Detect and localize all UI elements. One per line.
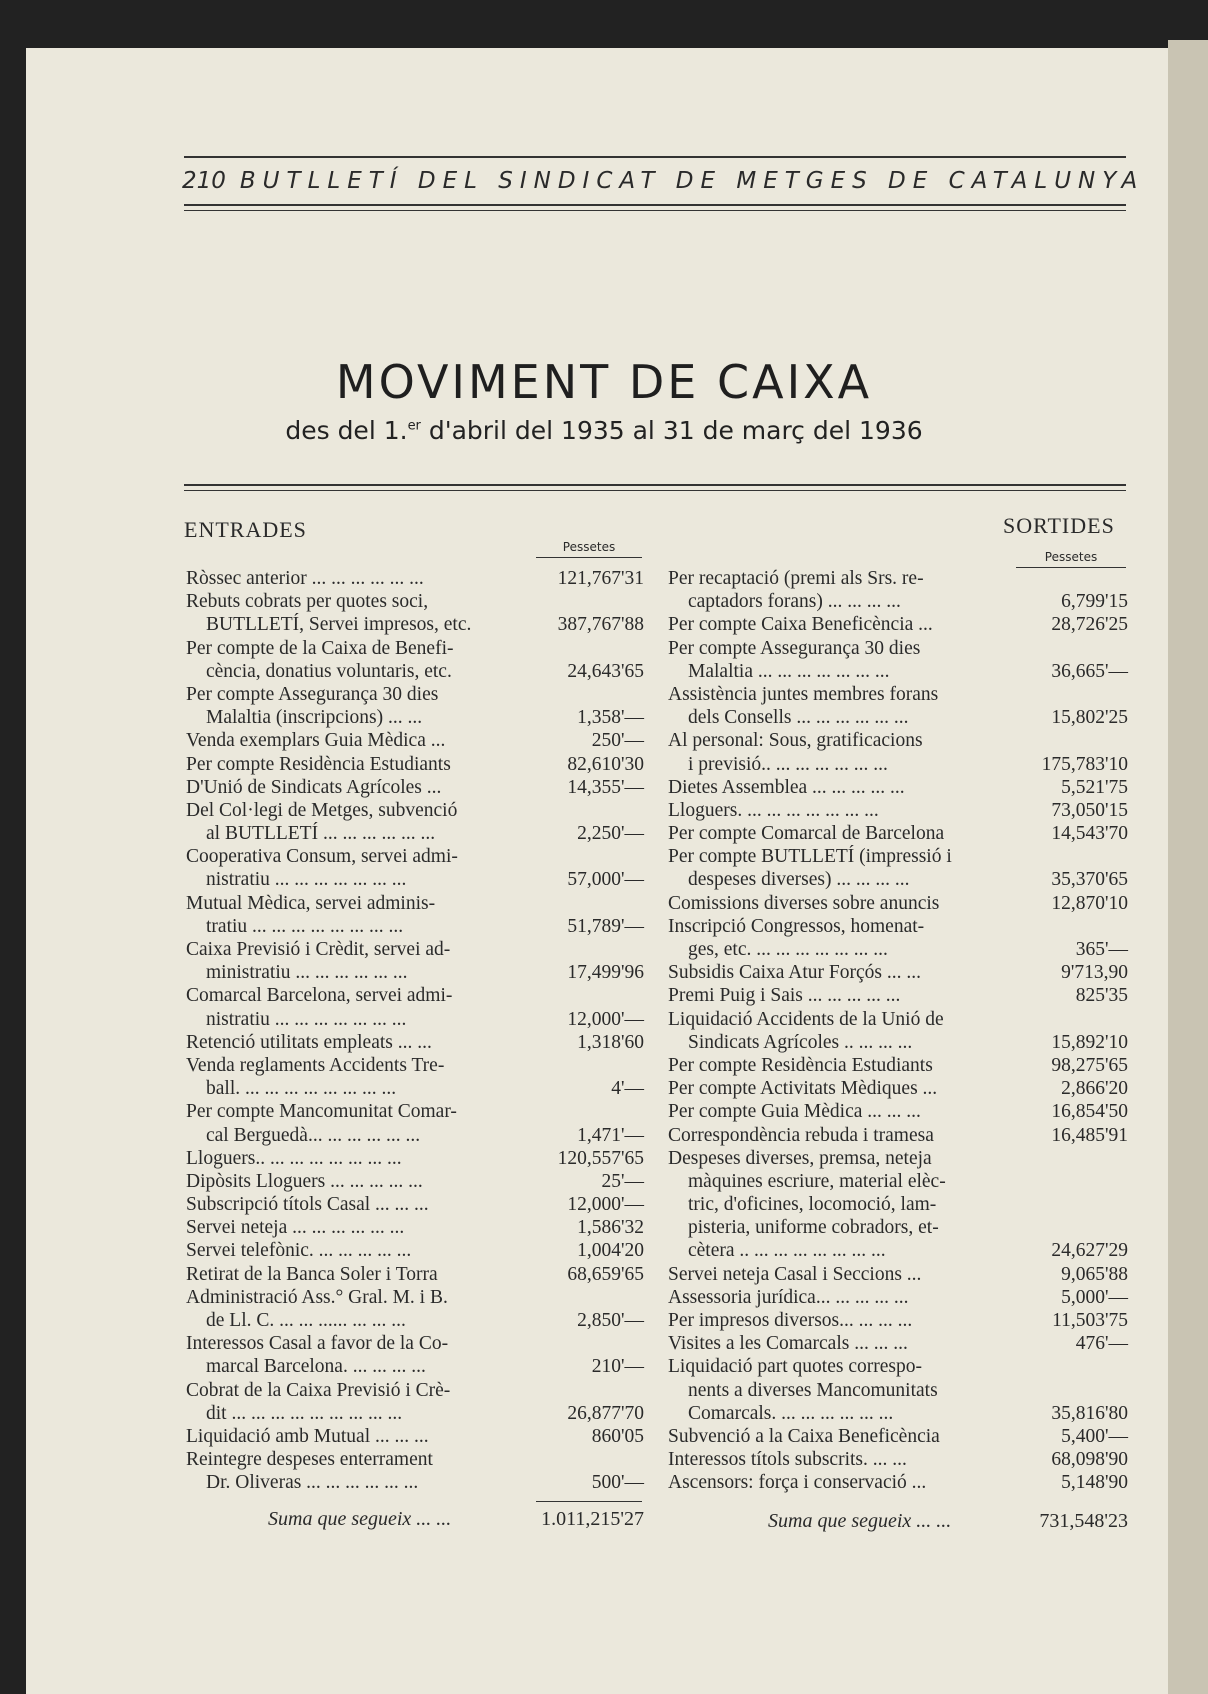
sortides-row-amount: 175,783'10: [1041, 753, 1128, 775]
journal-title: BUTLLETÍ DEL SINDICAT DE METGES DE CATALUNYA: [239, 168, 1145, 194]
entrades-row-description: [186, 1286, 448, 1332]
sortides-row: [668, 1332, 1128, 1355]
sortides-row-description: [668, 845, 952, 891]
sortides-row-line: Al personal: Sous, gratificacions: [668, 730, 923, 752]
sortides-row: [668, 915, 1128, 961]
entrades-row-description: [186, 1054, 444, 1100]
entrades-row-description: [186, 1263, 438, 1286]
entrades-row-line: Venda exemplars Guia Mèdica ...: [186, 730, 446, 752]
entrades-row-line: Interessos Casal a favor de la Co-: [186, 1333, 449, 1355]
entrades-row-description: [186, 1216, 404, 1239]
sortides-row-line: Per compte BUTLLETÍ (impressió i: [668, 846, 952, 868]
sortides-row-line: Assistència juntes membres forans: [668, 683, 939, 705]
entrades-row-amount: 2,250'—: [577, 823, 644, 845]
sortides-row: [668, 892, 1128, 915]
entrades-sum-rule: [536, 1501, 642, 1502]
sortides-row: [668, 1425, 1128, 1448]
entrades-row-line: ball. ... ... ... ... ... ... ... ...: [206, 1078, 397, 1100]
sortides-row: [668, 613, 1128, 636]
entrades-row: [186, 938, 644, 984]
sortides-row-description: [668, 1448, 907, 1471]
entrades-row-line: Retirat de la Banca Soler i Torra: [186, 1263, 438, 1285]
sortides-row-line: pisteria, uniforme cobradors, et-: [688, 1217, 939, 1239]
entrades-row-line: Administració Ass.° Gral. M. i B.: [186, 1286, 448, 1308]
entrades-row-amount: 12,000'—: [567, 1194, 644, 1216]
entrades-row-amount: 210'—: [591, 1356, 644, 1378]
entrades-row-line: Dr. Oliveras ... ... ... ... ... ...: [206, 1472, 419, 1494]
sortides-row: [668, 637, 1128, 683]
sortides-currency-label: Pessetes: [1016, 550, 1126, 568]
entrades-row-line: Dipòsits Lloguers ... ... ... ... ...: [186, 1170, 423, 1192]
entrades-row: [186, 1379, 644, 1425]
title-rule-top: [184, 484, 1126, 486]
entrades-row-line: Servei telefònic. ... ... ... ... ...: [186, 1240, 412, 1262]
entrades-row-line: Per compte de la Caixa de Benefi-: [186, 637, 454, 659]
entrades-row-line: Venda reglaments Accidents Tre-: [186, 1054, 445, 1076]
entrades-row-line: marcal Barcelona. ... ... ... ...: [206, 1356, 426, 1378]
entrades-row-line: Liquidació amb Mutual ... ... ...: [186, 1425, 429, 1447]
entrades-row: [186, 776, 644, 799]
entrades-row: [186, 1448, 644, 1494]
sortides-row-description: [668, 1332, 908, 1355]
entrades-row-line: Comarcal Barcelona, servei admi-: [186, 985, 453, 1007]
sortides-row-line: Per compte Guia Mèdica ... ... ...: [668, 1101, 921, 1123]
sortides-row-amount: 5,148'90: [1061, 1472, 1128, 1494]
sortides-row-line: Correspondència rebuda i tramesa: [668, 1124, 934, 1146]
entrades-row-description: [186, 984, 452, 1030]
sortides-row-amount: 16,485'91: [1051, 1124, 1128, 1146]
sortides-row: [668, 1077, 1128, 1100]
entrades-row-line: Lloguers.. ... ... ... ... ... ... ...: [186, 1147, 402, 1169]
entrades-row-amount: 51,789'—: [567, 915, 644, 937]
sortides-row: [668, 567, 1128, 613]
sortides-row-amount: 365'—: [1075, 939, 1128, 960]
entrades-row-description: [186, 637, 453, 683]
sortides-row-amount: 73,050'15: [1051, 799, 1128, 821]
entrades-row: [186, 1263, 644, 1286]
entrades-row-amount: 1,318'60: [577, 1031, 644, 1053]
sortides-row: [668, 1147, 1128, 1263]
entrades-row-amount: 1,471'—: [577, 1124, 644, 1146]
sortides-row-description: [668, 1008, 944, 1054]
entrades-row-description: [186, 799, 457, 845]
entrades-row: [186, 799, 644, 845]
entrades-row: [186, 1286, 644, 1332]
sortides-row-line: Assessoria jurídica... ... ... ... ...: [668, 1286, 909, 1308]
sortides-row-line: i previsió.. ... ... ... ... ... ...: [688, 753, 888, 775]
entrades-row-amount: 1,586'32: [577, 1217, 644, 1239]
sortides-row-description: [668, 1054, 933, 1077]
sortides-row-line: tric, d'oficines, locomoció, lam-: [688, 1194, 937, 1216]
sortides-row-amount: 9'713,90: [1061, 962, 1128, 984]
sortides-row-line: Per compte Comarcal de Barcelona: [668, 823, 945, 845]
entrades-row-line: tratiu ... ... ... ... ... ... ... ...: [206, 915, 404, 937]
entrades-row-description: [186, 892, 435, 938]
entrades-row-line: Servei neteja ... ... ... ... ... ...: [186, 1217, 405, 1239]
sortides-row-description: [668, 1147, 946, 1263]
entrades-row-line: Retenció utilitats empleats ... ...: [186, 1031, 432, 1053]
sortides-row-amount: 36,665'—: [1051, 660, 1128, 682]
sortides-row-line: Comissions diverses sobre anuncis: [668, 892, 940, 914]
entrades-row-amount: 4'—: [611, 1078, 644, 1100]
sortides-row: [668, 1008, 1128, 1054]
sortides-row: [668, 683, 1128, 729]
sortides-row-line: Ascensors: força i conservació ...: [668, 1472, 927, 1494]
sortides-row-amount: 35,816'80: [1051, 1402, 1128, 1424]
entrades-row: [186, 1170, 644, 1193]
sortides-row-description: [668, 1263, 921, 1286]
entrades-row-amount: 1,004'20: [577, 1240, 644, 1262]
page-title: MOVIMENT DE CAIXA: [335, 355, 873, 409]
sortides-row-line: Subsidis Caixa Atur Forçós ... ...: [668, 962, 921, 984]
sortides-row: [668, 1355, 1128, 1425]
entrades-row: [186, 1332, 644, 1378]
entrades-row-amount: 500'—: [591, 1472, 644, 1494]
sortides-row-line: Lloguers. ... ... ... ... ... ... ...: [668, 799, 879, 821]
sortides-row-description: [668, 613, 933, 636]
sortides-row-description: [668, 1471, 926, 1494]
sortides-row-description: [668, 1100, 921, 1123]
sortides-row: [668, 799, 1128, 822]
entrades-row-line: Per compte Residència Estudiants: [186, 753, 451, 775]
sortides-row-line: Malaltia ... ... ... ... ... ... ...: [688, 660, 890, 682]
sortides-row-line: Subvenció a la Caixa Beneficència: [668, 1425, 940, 1447]
entrades-row-description: [186, 1332, 448, 1378]
sortides-row-description: [668, 729, 923, 775]
entrades-row-description: [186, 1147, 402, 1170]
entrades-row: [186, 984, 644, 1030]
entrades-row-line: Mutual Mèdica, servei adminis-: [186, 892, 436, 914]
sortides-row-line: ges, etc. ... ... ... ... ... ... ...: [688, 939, 888, 960]
entrades-row-line: nistratiu ... ... ... ... ... ... ...: [206, 1008, 407, 1030]
entrades-row: [186, 1054, 644, 1100]
sortides-row-line: Servei neteja Casal i Seccions ...: [668, 1263, 922, 1285]
sortides-row-line: Per compte Activitats Mèdiques ...: [668, 1078, 938, 1100]
sortides-row-amount: 15,802'25: [1051, 707, 1128, 729]
entrades-row: [186, 1147, 644, 1170]
entrades-row: [186, 590, 644, 636]
entrades-row-description: [186, 1170, 423, 1193]
sortides-heading: SORTIDES: [1003, 513, 1115, 538]
sortides-row: [668, 1448, 1128, 1471]
sortides-row-amount: 476'—: [1075, 1333, 1128, 1355]
sortides-row-description: [668, 683, 938, 729]
header-bottom-rule: [184, 204, 1126, 206]
entrades-total: [268, 1508, 644, 1531]
sortides-row-amount: 6,799'15: [1061, 591, 1128, 613]
sortides-row-description: [668, 892, 939, 915]
header-bottom-rule-2: [184, 210, 1126, 211]
entrades-row-description: [186, 1379, 450, 1425]
entrades-row-amount: 14,355'—: [567, 776, 644, 798]
sortides-row-description: [668, 1309, 912, 1332]
sortides-row: [668, 961, 1128, 984]
entrades-row-line: nistratiu ... ... ... ... ... ... ...: [206, 869, 407, 891]
sortides-row-amount: 16,854'50: [1051, 1101, 1128, 1123]
sortides-total-label: Suma que segueix ... ...: [768, 1510, 952, 1532]
entrades-row: [186, 1193, 644, 1216]
entrades-row-line: ministratiu ... ... ... ... ... ...: [206, 962, 408, 984]
sortides-row-line: Despeses diverses, premsa, neteja: [668, 1147, 932, 1169]
entrades-row-amount: 120,557'65: [557, 1147, 644, 1169]
entrades-row-amount: 57,000'—: [567, 869, 644, 891]
sortides-row-description: [668, 822, 944, 845]
sortides-row-amount: 9,065'88: [1061, 1263, 1128, 1285]
sortides-row-line: despeses diverses) ... ... ... ...: [688, 869, 910, 891]
entrades-row-amount: 82,610'30: [567, 753, 644, 775]
sortides-row-amount: 35,370'65: [1051, 869, 1128, 891]
entrades-row-line: Caixa Previsió i Crèdit, servei ad-: [186, 939, 451, 960]
entrades-row-description: [186, 1193, 429, 1216]
running-header: [182, 168, 1145, 204]
entrades-row-description: [186, 567, 424, 590]
entrades-row: [186, 845, 644, 891]
sortides-row-line: Liquidació part quotes correspo-: [668, 1356, 922, 1378]
sortides-row-amount: 2,866'20: [1061, 1078, 1128, 1100]
entrades-heading: ENTRADES: [184, 517, 307, 542]
entrades-row: [186, 637, 644, 683]
entrades-row-line: Del Col·legi de Metges, subvenció: [186, 799, 458, 821]
entrades-row-amount: 24,643'65: [567, 660, 644, 682]
sortides-row-amount: 15,892'10: [1051, 1031, 1128, 1053]
entrades-row-description: [186, 938, 450, 984]
entrades-row-line: Per compte Mancomunitat Comar-: [186, 1101, 457, 1123]
sortides-row-description: [668, 915, 924, 961]
entrades-row: [186, 1031, 644, 1054]
entrades-row-amount: 12,000'—: [567, 1008, 644, 1030]
page-number: 210: [182, 168, 226, 194]
entrades-row: [186, 1216, 644, 1239]
entrades-row-line: Rebuts cobrats per quotes soci,: [186, 591, 429, 613]
entrades-row-description: [186, 1031, 432, 1054]
sortides-row-line: Dietes Assemblea ... ... ... ... ...: [668, 776, 905, 798]
sortides-row-line: Per compte Assegurança 30 dies: [668, 637, 921, 659]
sortides-row-amount: 11,503'75: [1052, 1310, 1128, 1331]
sortides-row-line: Per compte Caixa Beneficència ...: [668, 614, 933, 636]
entrades-row-line: Per compte Assegurança 30 dies: [186, 683, 439, 705]
sortides-row-line: dels Consells ... ... ... ... ... ...: [688, 707, 909, 729]
entrades-row-description: [186, 1100, 457, 1146]
entrades-row-line: Subscripció títols Casal ... ... ...: [186, 1194, 429, 1216]
entrades-total-amount: 1.011,215'27: [541, 1508, 644, 1530]
title-rule-bottom: [184, 490, 1126, 491]
sortides-row-line: Per impresos diversos... ... ... ...: [668, 1310, 913, 1331]
entrades-row-amount: 387,767'88: [557, 614, 644, 636]
entrades-row: [186, 567, 644, 590]
header-top-rule: [184, 156, 1126, 158]
sortides-row-description: [668, 1355, 938, 1425]
entrades-row-line: cència, donatius voluntaris, etc.: [206, 660, 452, 682]
sortides-row-description: [668, 1425, 940, 1448]
entrades-row-amount: 25'—: [601, 1170, 644, 1192]
sortides-row-description: [668, 776, 905, 799]
sortides-row: [668, 822, 1128, 845]
sortides-row: [668, 1471, 1128, 1494]
entrades-row-description: [186, 590, 471, 636]
sortides-row-description: [668, 1124, 934, 1147]
sortides-row-amount: 98,275'65: [1051, 1054, 1128, 1076]
sortides-row-line: Inscripció Congressos, homenat-: [668, 915, 925, 937]
sortides-row-amount: 5,000'—: [1061, 1286, 1128, 1308]
sortides-row: [668, 1124, 1128, 1147]
entrades-row-line: BUTLLETÍ, Servei impresos, etc.: [206, 614, 472, 636]
sortides-total: [768, 1510, 1128, 1533]
sortides-row-line: captadors forans) ... ... ... ...: [688, 591, 901, 613]
sortides-row-amount: 5,400'—: [1061, 1425, 1128, 1447]
entrades-row: [186, 729, 644, 752]
sortides-row-description: [668, 799, 879, 822]
entrades-row-amount: 250'—: [591, 730, 644, 752]
entrades-row: [186, 1239, 644, 1262]
sortides-row: [668, 1100, 1128, 1123]
sortides-row: [668, 729, 1128, 775]
sortides-row-line: Liquidació Accidents de la Unió de: [668, 1008, 944, 1030]
sortides-row: [668, 776, 1128, 799]
entrades-row-description: [186, 729, 445, 752]
sortides-row-line: Sindicats Agrícoles .. ... ... ...: [688, 1031, 913, 1053]
entrades-row: [186, 892, 644, 938]
entrades-row-description: [186, 845, 458, 891]
entrades-list: [186, 567, 644, 1495]
entrades-row-amount: 121,767'31: [557, 568, 644, 589]
entrades-row-line: Cooperativa Consum, servei admi-: [186, 846, 458, 868]
sortides-row-amount: 24,627'29: [1051, 1240, 1128, 1262]
entrades-currency-label: Pessetes: [536, 540, 642, 558]
entrades-row-line: Cobrat de la Caixa Previsió i Crè-: [186, 1379, 451, 1401]
entrades-row-description: [186, 1239, 411, 1262]
entrades-row-amount: 68,659'65: [567, 1263, 644, 1285]
entrades-row-amount: 860'05: [591, 1425, 644, 1447]
sortides-row-line: Per recaptació (premi als Srs. re-: [668, 568, 924, 589]
sortides-row-line: nents a diverses Mancomunitats: [688, 1379, 938, 1401]
entrades-row-amount: 2,850'—: [577, 1310, 644, 1331]
entrades-row-amount: 17,499'96: [567, 962, 644, 984]
entrades-row-line: D'Unió de Sindicats Agrícoles ...: [186, 776, 442, 798]
sortides-row: [668, 1263, 1128, 1286]
sortides-row-amount: 68,098'90: [1051, 1449, 1128, 1471]
entrades-row-line: dit ... ... ... ... ... ... ... ... ...: [206, 1402, 403, 1424]
sortides-row-line: màquines escriure, material elèc-: [688, 1170, 946, 1192]
sortides-row-description: [668, 637, 920, 683]
entrades-row-line: Malaltia (inscripcions) ... ...: [206, 707, 423, 729]
sortides-row-amount: 5,521'75: [1061, 776, 1128, 798]
sortides-row-description: [668, 1286, 908, 1309]
entrades-row-description: [186, 1425, 429, 1448]
sortides-total-amount: 731,548'23: [1039, 1510, 1128, 1532]
sortides-row-line: Visites a les Comarcals ... ... ...: [668, 1333, 908, 1355]
sortides-row: [668, 845, 1128, 891]
sortides-row-line: cètera .. ... ... ... ... ... ... ...: [688, 1240, 886, 1262]
sortides-row-amount: 12,870'10: [1051, 892, 1128, 914]
sortides-row-description: [668, 961, 921, 984]
entrades-total-label: Suma que segueix ... ...: [268, 1508, 452, 1530]
entrades-row-line: Ròssec anterior ... ... ... ... ... ...: [186, 568, 424, 589]
entrades-row: [186, 753, 644, 776]
sortides-row-description: [668, 1077, 937, 1100]
entrades-row-line: al BUTLLETÍ ... ... ... ... ... ...: [206, 823, 436, 845]
adjacent-page-edge: [1168, 40, 1208, 1694]
sortides-row-description: [668, 567, 924, 613]
entrades-row: [186, 683, 644, 729]
sortides-row-amount: 825'35: [1075, 985, 1128, 1007]
sortides-row: [668, 984, 1128, 1007]
entrades-row-description: [186, 1448, 433, 1494]
entrades-row-amount: 26,877'70: [567, 1402, 644, 1424]
sortides-row-line: Interessos títols subscrits. ... ...: [668, 1449, 907, 1471]
sortides-row-amount: 14,543'70: [1051, 823, 1128, 845]
sortides-row-line: Comarcals. ... ... ... ... ... ...: [688, 1402, 894, 1424]
entrades-row: [186, 1425, 644, 1448]
sortides-row: [668, 1286, 1128, 1309]
entrades-row-amount: 1,358'—: [577, 707, 644, 729]
entrades-row-line: de Ll. C. ... ... ...... ... ... ...: [206, 1310, 406, 1331]
entrades-row-description: [186, 683, 438, 729]
sortides-row-line: Per compte Residència Estudiants: [668, 1054, 933, 1076]
entrades-row-description: [186, 776, 441, 799]
sortides-row-description: [668, 984, 900, 1007]
sortides-row-amount: 28,726'25: [1051, 614, 1128, 636]
entrades-row-line: cal Berguedà... ... ... ... ... ...: [206, 1124, 421, 1146]
entrades-row-line: Reintegre despeses enterrament: [186, 1449, 433, 1471]
page-subtitle: des del 1.$^{er}$ d'abril del 1935 al 31 de març del 1936: [285, 416, 923, 445]
sortides-row: [668, 1054, 1128, 1077]
sortides-row-line: Premi Puig i Sais ... ... ... ... ...: [668, 985, 901, 1007]
sortides-list: [668, 567, 1128, 1495]
sortides-row: [668, 1309, 1128, 1332]
entrades-row: [186, 1100, 644, 1146]
entrades-row-description: [186, 753, 451, 776]
